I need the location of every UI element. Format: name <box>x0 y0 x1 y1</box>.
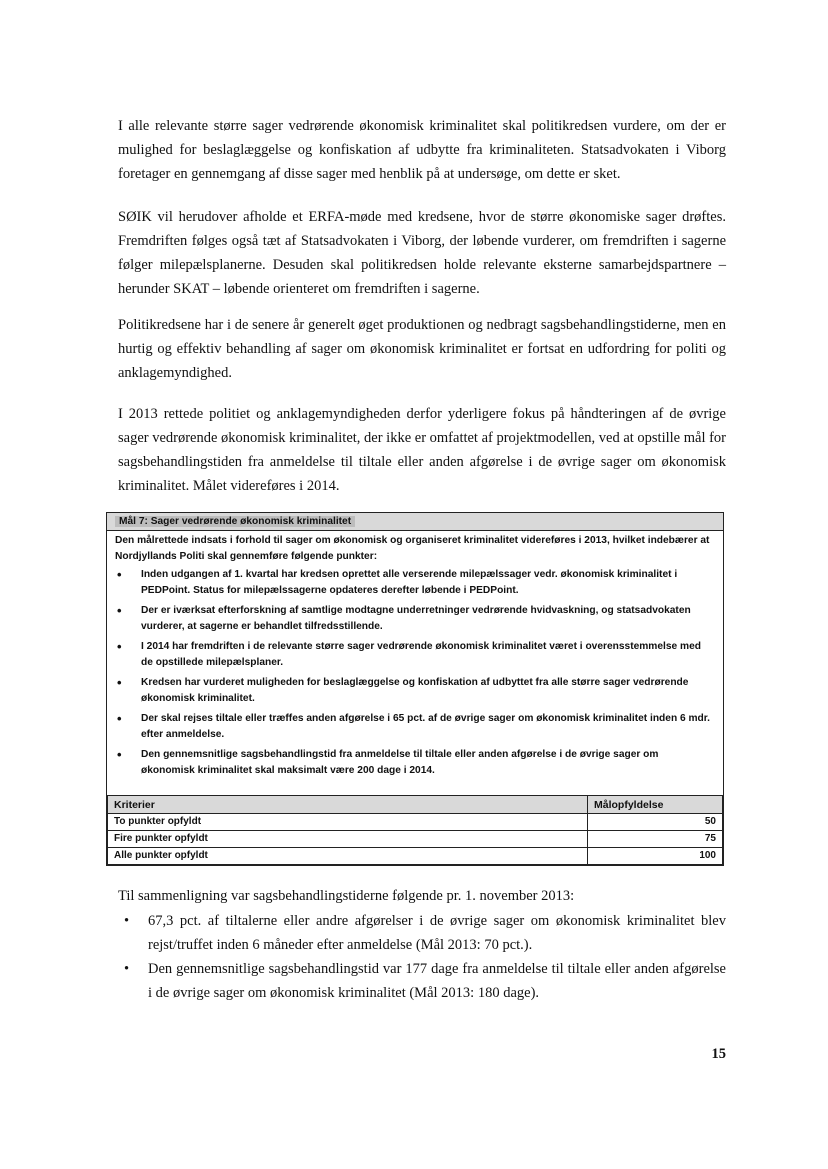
comparison-item: • 67,3 pct. af tiltalerne eller andre afgørelser i de øvrige sager om økonomisk kriminalitet blev rejst/truffet inden 6 måneder efter anmeldelse (Mål 2013: 70 pct.). <box>118 909 726 957</box>
criteria-table <box>107 795 723 865</box>
body-paragraph: I alle relevante større sager vedrørende økonomisk kriminalitet skal politikredsen vurdere, om der er mulighed for beslaglæggelse og konfiskation af udbytte fra kriminaliteten. Statsadvokaten i Viborg foretager en gennemgang af disse sager med henblik på at undersøge, om dette er sket. <box>118 118 726 182</box>
goal-list-item: • Kredsen har vurderet muligheden for beslaglæggelse og konfiskation af udbyttet fra alle større sager vedrørende økonomisk kriminalitet. <box>115 675 715 707</box>
criteria-cell: Alle punkter opfyldt <box>108 848 588 865</box>
goal-title-text: Mål 7: Sager vedrørende økonomisk kriminalitet <box>115 516 355 527</box>
body-paragraph: I 2013 rettede politiet og anklagemyndigheden derfor yderligere fokus på håndteringen af de øvrige sager vedrørende økonomisk kriminalitet, der ikke er omfattet af projektmodellen, ved at opstille mål for sagsbehandlingstiden fra anmeldelse til tiltale eller anden afgørelse i de øvrige sager om økonomisk kriminalitet. Målet videreføres i 2014. <box>118 406 727 494</box>
fulfilment-header: Målopfyldelse <box>588 796 723 814</box>
goal-intro: Den målrettede indsats i forhold til sager om økonomisk og organiseret kriminalitet videreføres i 2013, hvilket indebærer at Nordjyllands Politi skal gennemføre følgende punkter: <box>115 535 710 562</box>
goal-list <box>115 567 715 779</box>
goal-list-item: • Den gennemsnitlige sagsbehandlingstid fra anmeldelse til tiltale eller anden afgørelse i de øvrige sager om økonomisk kriminalitet skal maksimalt være 200 dage i 2014. <box>115 747 715 779</box>
fulfilment-cell: 75 <box>588 831 723 848</box>
comparison-intro: Til sammenligning var sagsbehandlingstiderne følgende pr. 1. november 2013: <box>118 888 575 904</box>
goal-list-item: • I 2014 har fremdriften i de relevante større sager vedrørende økonomisk kriminalitet været i overensstemmelse med de opstillede milepælsplaner. <box>115 639 715 671</box>
table-row <box>108 848 723 865</box>
table-row <box>108 831 723 848</box>
goal-list-item: • Der skal rejses tiltale eller træffes anden afgørelse i 65 pct. af de øvrige sager om økonomisk kriminalitet inden 6 mdr. efter anmeldelse. <box>115 711 715 743</box>
page-number: 15 <box>711 1046 726 1062</box>
criteria-header-row <box>108 796 723 814</box>
goal-box-body <box>107 531 723 779</box>
comparison-item: • Den gennemsnitlige sagsbehandlingstid var 177 dage fra anmeldelse til tiltale eller anden afgørelse i de øvrige sager om økonomisk kriminalitet (Mål 2013: 180 dage). <box>118 957 726 1005</box>
criteria-cell: To punkter opfyldt <box>108 814 588 831</box>
goal-box-title <box>107 513 723 531</box>
comparison-list <box>118 909 726 1005</box>
fulfilment-cell: 100 <box>588 848 723 865</box>
body-paragraph: Politikredsene har i de senere år generelt øget produktionen og nedbragt sagsbehandlingstiderne, men en hurtig og effektiv behandling af sager om økonomisk kriminalitet er fortsat en udfordring for politi og anklagemyndighed. <box>118 317 726 381</box>
goal-list-item: • Inden udgangen af 1. kvartal har kredsen oprettet alle verserende milepælssager vedr. økonomisk kriminalitet i PEDPoint. Status for milepælssagerne opdateres derefter løbende i PEDPoint. <box>115 567 715 599</box>
fulfilment-cell: 50 <box>588 814 723 831</box>
goal-list-item: • Der er iværksat efterforskning af samtlige modtagne underretninger vedrørende hvidvaskning, og statsadvokaten vurderer, at sagerne er behandlet tilfredsstillende. <box>115 603 715 635</box>
body-paragraph: SØIK vil herudover afholde et ERFA-møde med kredsene, hvor de større økonomiske sager drøftes. Fremdriften følges også tæt af Statsadvokaten i Viborg, der løbende vurderer, om fremdriften i sagerne følger milepælsplanerne. Desuden skal politikredsen holde relevante eksterne samarbejdspartnere – herunder SKAT – løbende orienteret om fremdriften i sagerne. <box>118 209 726 297</box>
criteria-cell: Fire punkter opfyldt <box>108 831 588 848</box>
goal-box <box>106 512 724 866</box>
table-row <box>108 814 723 831</box>
criteria-header: Kriterier <box>108 796 588 814</box>
